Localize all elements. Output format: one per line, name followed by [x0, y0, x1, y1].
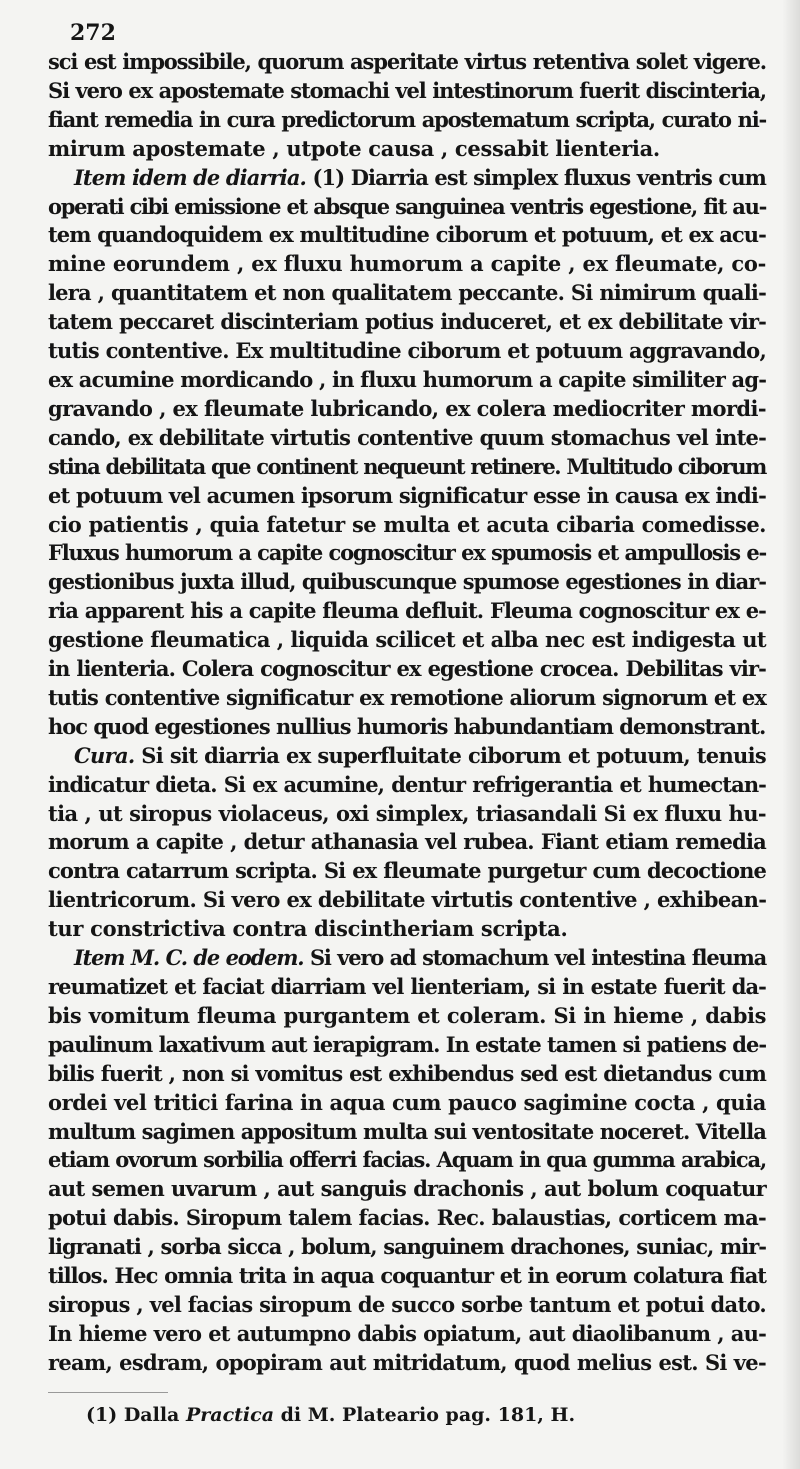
line-text: (1) Diarria est simplex fluxus ventris cum: [305, 164, 767, 190]
text-line: [48, 308, 766, 337]
text-line: [48, 1175, 766, 1204]
text-line: [48, 279, 766, 308]
line-text: indicatur dieta. Si ex acumine, dentur refrigerantia et humectan-: [48, 771, 766, 797]
text-line: [48, 424, 766, 453]
body-text: [48, 48, 766, 1378]
text-line: [48, 915, 766, 944]
line-text: mine eorundem , ex fluxu humorum a capite , ex fleumate, co-: [48, 251, 766, 277]
text-line: [48, 1233, 766, 1262]
text-line: [48, 482, 766, 511]
footnote: [86, 1402, 575, 1428]
line-text: potui dabis. Siropum talem facias. Rec. balaustias, corticem ma-: [48, 1205, 766, 1231]
line-text: cio patientis , quia fatetur se multa et acuta cibaria comedisse.: [48, 511, 766, 537]
line-text: gravando , ex fleumate lubricando, ex colera mediocriter mordi-: [48, 395, 766, 421]
text-line: [48, 366, 766, 395]
text-line: [48, 1204, 766, 1233]
line-text: tatem peccaret discinteriam potius induceret, et ex debilitate vir-: [48, 309, 766, 335]
text-line: [48, 1118, 766, 1147]
text-line: [48, 221, 766, 250]
line-text: bis vomitum fleuma purgantem et coleram. Si in hieme , dabis: [48, 1002, 766, 1028]
line-text: hoc quod egestiones nullius humoris habundantiam demonstrant.: [48, 713, 766, 739]
text-line: [48, 106, 766, 135]
line-text: tutis contentive significatur ex remotione aliorum signorum et ex: [48, 684, 766, 710]
line-text: ligranati , sorba sicca , bolum, sanguinem drachones, suniac, mir-: [48, 1234, 766, 1260]
line-text: tillos. Hec omnia trita in aqua coquantur et in eorum colatura fiat: [48, 1263, 766, 1289]
text-line: [48, 828, 766, 857]
line-text: ordei vel tritici farina in aqua cum pauco sagimine cocta , quia: [48, 1089, 766, 1115]
line-text: etiam ovorum sorbilia offerri facias. Aquam in qua gumma arabica,: [48, 1147, 766, 1173]
line-text: gestione fleumatica , liquida scilicet et alba nec est indigesta ut: [48, 627, 766, 653]
line-text: in lienteria. Colera cognoscitur ex egestione crocea. Debilitas vir-: [48, 656, 766, 682]
text-line: [48, 1089, 766, 1118]
text-line: [48, 1262, 766, 1291]
text-line: [48, 1031, 766, 1060]
text-line: [48, 453, 766, 482]
text-line: [48, 1002, 766, 1031]
page-edge-shadow: [782, 0, 800, 1469]
line-text: aut semen uvarum , aut sanguis drachonis , aut bolum coquatur: [48, 1176, 766, 1202]
text-line: [48, 973, 766, 1002]
line-text: tia , ut siropus violaceus, oxi simplex, triasandali Si ex fluxu hu-: [48, 800, 766, 826]
line-text: Fluxus humorum a capite cognoscitur ex spumosis et ampullosis e-: [48, 540, 766, 566]
section-heading: Item M. C. de eodem.: [74, 945, 304, 971]
line-text: multum sagimen appositum multa sui ventositate noceret. Vitella: [48, 1118, 766, 1144]
line-text: et potuum vel acumen ipsorum significatur esse in causa ex indi-: [48, 482, 766, 508]
line-text: reumatizet et faciat diarriam vel lienteriam, si in estate fuerit da-: [48, 974, 766, 999]
line-text: tutis contentive. Ex multitudine ciborum et potuum aggravando,: [48, 338, 767, 364]
footnote-reference: di M. Plateario pag. 181, H.: [274, 1404, 576, 1426]
text-line: [48, 250, 766, 279]
text-line: [48, 771, 766, 800]
line-text: Si sit diarria ex superfluitate ciborum et potuum, tenuis: [134, 742, 766, 768]
text-line: [48, 655, 766, 684]
line-text: morum a capite , detur athanasia vel rubea. Fiant etiam remedia: [48, 829, 766, 855]
text-line: [48, 1320, 766, 1349]
line-text: tur constrictiva contra discintheriam scripta.: [48, 916, 568, 942]
line-text: mirum apostemate , utpote causa , cessabit lienteria.: [48, 135, 660, 161]
line-text: Si vero ex apostemate stomachi vel intestinorum fuerit discinteria,: [48, 77, 766, 103]
text-line: [48, 800, 766, 829]
text-line: [48, 886, 766, 915]
text-line: [48, 857, 766, 886]
text-line: [48, 742, 766, 771]
text-line: [48, 135, 766, 164]
line-text: bilis fuerit , non si vomitus est exhibendus sed est dietandus cum: [48, 1060, 766, 1086]
line-text: sci est impossibile, quorum asperitate virtus retentiva solet vigere.: [48, 49, 766, 74]
text-line: [48, 1060, 766, 1089]
section-heading: Cura.: [74, 742, 135, 768]
text-line: [48, 395, 766, 424]
text-line: [48, 48, 766, 77]
text-line: [48, 539, 766, 568]
line-text: paulinum laxativum aut ierapigram. In estate tamen si patiens de-: [48, 1031, 767, 1057]
page-number: 272: [70, 20, 116, 46]
text-line: [48, 597, 766, 626]
line-text: lera , quantitatem et non qualitatem peccante. Si nimirum quali-: [48, 280, 766, 306]
line-text: ex acumine mordicando , in fluxu humorum a capite similiter ag-: [48, 366, 767, 392]
text-line: [48, 568, 766, 597]
text-line: [48, 1349, 766, 1378]
text-line: [48, 713, 766, 742]
line-text: contra catarrum scripta. Si ex fleumate purgetur cum decoctione: [48, 858, 766, 884]
line-text: tem quandoquidem ex multitudine ciborum et potuum, et ex acu-: [48, 222, 766, 248]
text-line: [48, 684, 766, 713]
line-text: stina debilitata que continent nequeunt retinere. Multitudo ciborum: [48, 453, 766, 479]
footnote-source-title: Practica: [185, 1404, 275, 1426]
line-text: gestionibus juxta illud, quibuscunque spumose egestiones in diar-: [48, 569, 766, 595]
footnote-rule: [48, 1392, 168, 1393]
line-text: ria apparent his a capite fleuma defluit. Fleuma cognoscitur ex e-: [48, 598, 766, 624]
line-text: lientricorum. Si vero ex debilitate virtutis contentive , exhibean-: [48, 887, 767, 913]
text-line: [48, 944, 766, 973]
line-text: fiant remedia in cura predictorum apostematum scripta, curato ni-: [48, 106, 766, 132]
line-text: Si vero ad stomachum vel intestina fleuma: [303, 945, 766, 971]
footnote-prefix: (1) Dalla: [86, 1404, 186, 1426]
text-line: [48, 1291, 766, 1320]
line-text: operati cibi emissione et absque sanguinea ventris egestione, fit au-: [48, 193, 766, 219]
line-text: cando, ex debilitate virtutis contentive quum stomachus vel inte-: [48, 424, 766, 450]
text-line: [48, 164, 766, 193]
text-line: [48, 626, 766, 655]
line-text: siropus , vel facias siropum de succo sorbe tantum et potui dato.: [48, 1291, 766, 1317]
line-text: In hieme vero et autumpno dabis opiatum, aut diaolibanum , au-: [48, 1320, 766, 1346]
text-line: [48, 77, 766, 106]
text-line: [48, 1146, 766, 1175]
text-line: [48, 511, 766, 540]
text-line: [48, 337, 766, 366]
section-heading: Item idem de diarria.: [74, 164, 306, 190]
line-text: ream, esdram, opopiram aut mitridatum, quod melius est. Si ve-: [48, 1349, 766, 1375]
text-line: [48, 193, 766, 222]
